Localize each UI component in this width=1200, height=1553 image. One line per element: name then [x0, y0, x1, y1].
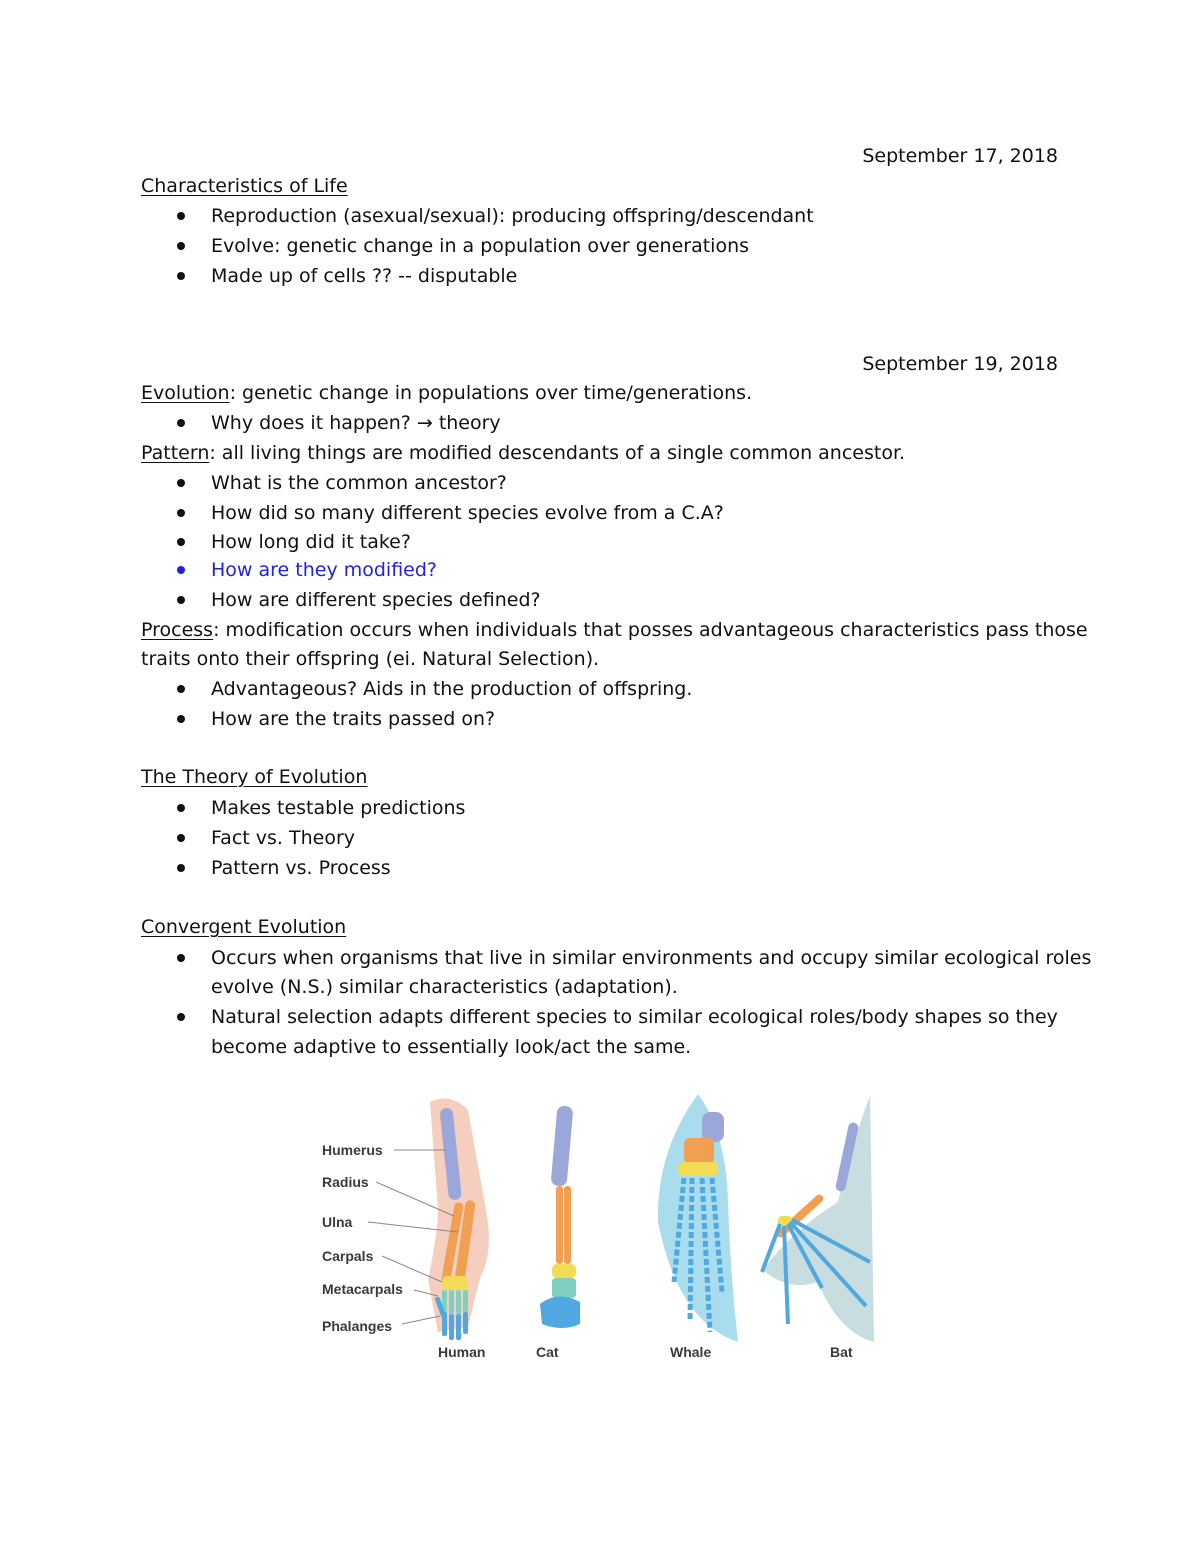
list-item: Evolve: genetic change in a population over generations [211, 235, 750, 257]
heading-theory-of-evolution: The Theory of Evolution [141, 766, 368, 788]
pattern-definition [141, 441, 905, 465]
label-carpals: Carpals [322, 1248, 374, 1264]
term-process: Process [141, 619, 214, 641]
bullet-icon [177, 685, 185, 693]
label-bat: Bat [830, 1344, 853, 1360]
bullet-icon [177, 538, 185, 546]
process-definition-continued: traits onto their offspring (ei. Natural Selection). [141, 648, 600, 670]
list-item: How long did it take? [211, 531, 411, 553]
evolution-definition [141, 381, 752, 405]
date-sep-19: September 19, 2018 [862, 353, 1058, 375]
list-item: Natural selection adapts different species to similar ecological roles/body shapes so they [211, 1006, 1058, 1028]
date-sep-17: September 17, 2018 [862, 145, 1058, 167]
list-item: Advantageous? Aids in the production of offspring. [211, 678, 693, 700]
bullet-icon [177, 715, 185, 723]
label-ulna: Ulna [322, 1214, 353, 1230]
human-arm-illustration [428, 1098, 489, 1340]
list-item: How are the traits passed on? [211, 708, 496, 730]
bullet-icon [177, 212, 185, 220]
bullet-icon [177, 596, 185, 604]
bullet-icon [177, 509, 185, 517]
heading-characteristics-of-life: Characteristics of Life [141, 175, 348, 197]
forelimb-diagram [318, 1092, 878, 1364]
evolution-definition-text: : genetic change in populations over time/generations. [229, 382, 753, 404]
process-definition [141, 618, 1088, 642]
bullet-icon [177, 834, 185, 842]
list-item: Occurs when organisms that live in similar environments and occupy similar ecological roles [211, 947, 1092, 969]
bullet-icon [177, 479, 185, 487]
list-item-highlighted: How are they modified? [211, 559, 437, 581]
bullet-icon [177, 566, 185, 574]
list-item: Made up of cells ?? -- disputable [211, 265, 518, 287]
bullet-icon [177, 804, 185, 812]
label-radius: Radius [322, 1174, 369, 1190]
heading-convergent-evolution: Convergent Evolution [141, 916, 347, 938]
label-human: Human [438, 1344, 486, 1360]
process-definition-text: : modification occurs when individuals that posses advantageous characteristics pass those [213, 619, 1088, 641]
whale-flipper-illustration [658, 1094, 738, 1342]
list-item: How did so many different species evolve from a C.A? [211, 502, 724, 524]
term-pattern: Pattern [141, 442, 210, 464]
bullet-icon [177, 419, 185, 427]
list-item: What is the common ancestor? [211, 472, 507, 494]
list-item-continued: become adaptive to essentially look/act the same. [211, 1036, 692, 1058]
bullet-icon [177, 1013, 185, 1021]
list-item: Pattern vs. Process [211, 857, 391, 879]
cat-leg-illustration [540, 1105, 580, 1328]
bat-wing-illustration [762, 1096, 874, 1342]
pattern-definition-text: : all living things are modified descendants of a single common ancestor. [209, 442, 906, 464]
list-item: Fact vs. Theory [211, 827, 356, 849]
label-whale: Whale [670, 1344, 712, 1360]
list-item: Makes testable predictions [211, 797, 466, 819]
list-item-continued: evolve (N.S.) similar characteristics (adaptation). [211, 976, 678, 998]
bullet-icon [177, 864, 185, 872]
list-item: Why does it happen? → theory [211, 412, 501, 434]
bullet-icon [177, 954, 185, 962]
label-cat: Cat [536, 1344, 559, 1360]
label-metacarpals: Metacarpals [322, 1281, 403, 1297]
label-phalanges: Phalanges [322, 1318, 393, 1334]
bullet-icon [177, 242, 185, 250]
term-evolution: Evolution [141, 382, 230, 404]
list-item: How are different species defined? [211, 589, 541, 611]
bullet-icon [177, 272, 185, 280]
label-humerus: Humerus [322, 1142, 383, 1158]
list-item: Reproduction (asexual/sexual): producing offspring/descendant [211, 205, 814, 227]
